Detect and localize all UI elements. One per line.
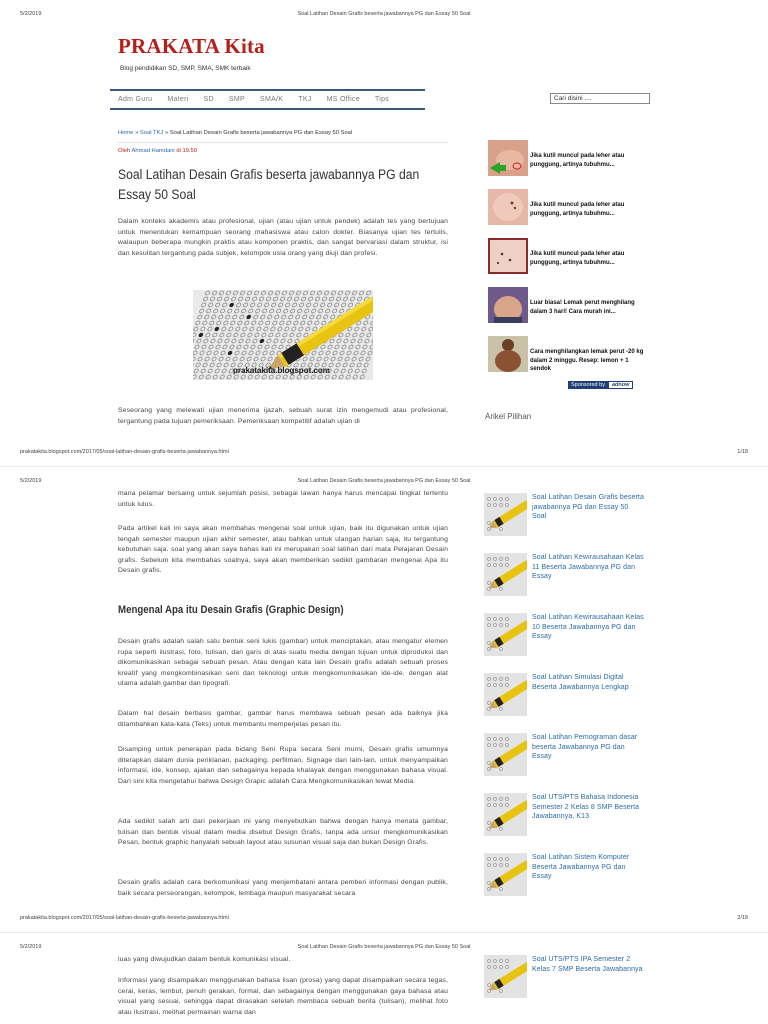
page-break <box>0 932 768 933</box>
ad-item[interactable] <box>488 238 643 276</box>
print-footer <box>0 912 768 924</box>
post-paragraph: Ada sedikit salah arti dari pekerjaan ini yang menyebutkan bahwa dengan hanya menata gambar, tulisan dan bentuk visual dalam media disebut Design Grafis, tanpa ada unsur mengkomunikasikan Pesan, bentuk graphic hanyalah sebuah layout atau susunan visual saja dan bukan Design Grafis. <box>118 818 448 846</box>
print-url: prakatakita.blogspot.com/2017/05/soal-latihan-desain-grafis-beserta-jawabannya.html <box>20 915 229 921</box>
related-article-item[interactable] <box>484 493 644 539</box>
breadcrumb-current: Soal Latihan Desain Grafis beserta jawabannya PG dan Essay 50 Soal <box>169 130 353 136</box>
ad-text[interactable]: Luar biasa! Lemak perut menghilang dalam 3 hari! Cara murah ini... <box>530 300 635 315</box>
related-article-link[interactable]: Soal UTS/PTS IPA Semester 2 Kelas 7 SMP Beserta Jawabannya <box>532 956 643 973</box>
sponsored-label: Sponsored by <box>568 381 608 389</box>
print-title: Soal Latihan Desain Grafis beserta jawabannya PG dan Essay 50 Soal <box>297 944 471 950</box>
nav-item-smak[interactable]: SMA/K <box>259 96 284 103</box>
post-time: di 19.50 <box>174 148 197 154</box>
post-paragraph: Desain grafis adalah salah satu bentuk seni lukis (gambar) untuk menciptakan, atau mengatur elemen rupa seperti ilustrasi, foto, tulisan, dan garis di atas suatu media dengan tujuan untuk diproduksi dan dikomunikasikan sebagai sebuah pesan. Atau dengan kata lain Desain grafis adalah sebuah proses kreatif yang mengkombinasikan seni dan teknologi untuk mengkomunikasikan ide-ide. dengan alat utama adalah gambar dan tipografi. <box>118 638 448 687</box>
site-description: Blog pendidikan SD, SMP, SMA, SMK terbaik <box>120 65 251 72</box>
sponsor-logo: adnow <box>608 381 633 389</box>
post-paragraph: Informasi yang disampaikan menggunakan bahasa lisan (prosa) yang dapat disampaikan secara tegas, cerai, keras, lembut, penuh gerakan, formal, dan sebagainya dengan menggunakan gaya bahasa atau visual yang sesuai, sehingga dapat dirasakan setelah membaca sebuah berita (tulisan), melihat foto atau ilustrasi, melihat permainan warna dan <box>118 977 448 1016</box>
related-article-link[interactable]: Soal Latihan Sistem Komputer Beserta Jawabannya PG dan Essay <box>532 854 630 880</box>
nav-item-sd[interactable]: SD <box>203 96 214 103</box>
post-title: Soal Latihan Desain Grafis beserta jawabannya PG dan Essay 50 Soal <box>118 167 420 202</box>
ad-text[interactable]: Jika kutil muncul pada leher atau punggung, artinya tubuhmu... <box>530 202 625 217</box>
related-article-link[interactable]: Soal Latihan Simulasi Digital Beserta Jawabannya Lengkap <box>532 674 629 691</box>
breadcrumb-separator: » <box>163 130 170 136</box>
article-thumbnail <box>484 673 527 716</box>
breadcrumb-home[interactable]: Home <box>118 130 134 136</box>
image-watermark: prakatakita.blogspot.com <box>233 366 330 375</box>
post-paragraph: Desain grafis adalah cara berkomunikasi yang menjembatani antara pemberi informasi dengan publik, baik secara perseorangan, kelompok, lembaga maupun masyarakat secara <box>118 879 448 897</box>
related-article-link[interactable]: Soal Latihan Desain Grafis beserta jawabannya PG dan Essay 50 Soal <box>532 494 644 520</box>
ad-thumbnail <box>488 287 528 323</box>
related-article-link[interactable]: Soal Latihan Pemograman dasar beserta Jawabannya PG dan Essay <box>532 734 638 760</box>
post-paragraph: Seseorang yang melewati ujian menerima ijazah, sebuah surat izin mengemudi atau profesional, tergantung pada tujuan pemeriksaan. Pemeriksaan kompetitif adalah ujian di <box>118 407 448 425</box>
print-title: Soal Latihan Desain Grafis beserta jawabannya PG dan Essay 50 Soal <box>297 478 471 484</box>
post-paragraph: mana pelamar bersaing untuk sejumlah posisi, sebagai lawan hanya harus mencapai tingkat tertentu untuk lulus. <box>118 490 448 508</box>
print-url: prakatakita.blogspot.com/2017/05/soal-latihan-desain-grafis-beserta-jawabannya.html <box>20 449 229 455</box>
related-article-item[interactable] <box>484 955 644 1001</box>
post-image <box>193 290 373 380</box>
section-heading: Mengenal Apa itu Desain Grafis (Graphic Design) <box>118 604 344 616</box>
post-intro: Dalam konteks akademis atau profesional, ujian (atau ujian untuk pendek) adalah tes yang bertujuan untuk menentukan kemampuan seorang mahasiswa atau calon dokter. Biasanya ujian tes tertulis, walaupun beberapa mungkin praktis atau komponen praktis, dan sangat bervariasi dalam struktur, isi dan kesulitan tergantung pada subjek, kelompok usia orang yang diuji dan profesi. <box>118 218 448 257</box>
ad-item[interactable] <box>488 189 643 227</box>
nav-item-tkj[interactable]: TKJ <box>298 96 312 103</box>
site-title[interactable]: PRAKATA Kita <box>118 34 265 58</box>
related-article-item[interactable] <box>484 613 644 659</box>
nav-item-ms-office[interactable]: MS Office <box>326 96 360 103</box>
article-thumbnail <box>484 553 527 596</box>
ad-thumbnail <box>488 238 528 274</box>
breadcrumb-separator: » <box>133 130 140 136</box>
post-paragraph: luas yang diwujudkan dalam bentuk komunikasi visual. <box>118 956 291 963</box>
related-article-link[interactable]: Soal Latihan Kewirausahaan Kelas 11 Beserta Jawabannya PG dan Essay <box>532 554 644 580</box>
print-title: Soal Latihan Desain Grafis beserta jawabannya PG dan Essay 50 Soal <box>297 11 471 17</box>
ad-item[interactable] <box>488 140 643 178</box>
post-paragraph: Pada artikel kali ini saya akan membahas mengenai soal untuk ujian, baik itu digunakan untuk ujian tengah semester maupun ujian akhir semester, atau bahkan untuk ulangan harian saja, itu tergantung kebutuhan saja. soal yang akan saya bahas kali ini merupakan soal latihan dari mata Pelajaran Desain grafis. Sebelum kita membahas soalnya, saya akan memberikan sedikit gambaran mengenai Apa itu Desain grafis. <box>118 525 448 574</box>
related-article-item[interactable] <box>484 853 644 899</box>
article-thumbnail <box>484 853 527 896</box>
author-link[interactable]: Ahmad Hamdani <box>131 148 175 154</box>
related-article-link[interactable]: Soal Latihan Kewirausahaan Kelas 10 Beserta Jawabannya PG dan Essay <box>532 614 644 640</box>
post-paragraph: Dalam hal desain berbasis gambar, gambar harus membawa sebuah pesan ada baiknya jika ditambahkan kata-kata (Teks) untuk membantu memperjelas pesan itu. <box>118 710 448 728</box>
ad-text[interactable]: Jika kutil muncul pada leher atau punggung, artinya tubuhmu... <box>530 251 625 266</box>
article-thumbnail <box>484 613 527 656</box>
print-page-number: 1/18 <box>737 449 748 455</box>
article-thumbnail <box>484 733 527 776</box>
sidebar-heading: Arikel Pilihan <box>485 412 532 421</box>
post-paragraph: Disamping untuk penerapan pada bidang Seni Rupa secara Seni murni, Desain grafis umumnya diterapkan dalam dunia periklanan, packaging, perfilman, Signage dan lain-lain, untuk menyampaikan informasi, ide, konsep, ajakan dan sebagainya kepada khalayak dengan menggunakan bahasa visual. Dari sini kita mengetahui bahwa Design Grapic adalah Cara Mengkomunikasikan lewat Media. <box>118 746 448 785</box>
divider <box>118 142 448 143</box>
page-break <box>0 466 768 467</box>
article-thumbnail <box>484 493 527 536</box>
print-footer <box>0 446 768 458</box>
print-page-number: 2/18 <box>737 915 748 921</box>
print-header <box>0 475 768 487</box>
article-thumbnail <box>484 955 527 998</box>
breadcrumb-category[interactable]: Soal TKJ <box>139 130 164 136</box>
ad-thumbnail <box>488 140 528 176</box>
nav-item-materi[interactable]: Materi <box>167 96 189 103</box>
print-date: 5/2/2019 <box>20 478 42 484</box>
ad-item[interactable] <box>488 287 643 325</box>
ad-item[interactable] <box>488 336 643 374</box>
search-input[interactable]: Cari disini .... <box>550 93 650 104</box>
main-nav <box>110 89 425 110</box>
related-article-item[interactable] <box>484 553 644 599</box>
related-article-item[interactable] <box>484 793 644 839</box>
related-article-link[interactable]: Soal UTS/PTS Bahasa Indonesia Semester 2 Kelas 8 SMP Beserta Jawabannya, K13 <box>532 794 640 820</box>
ad-text[interactable]: Jika kutil muncul pada leher atau punggung, artinya tubuhmu... <box>530 153 625 168</box>
nav-item-tips[interactable]: Tips <box>374 96 390 103</box>
print-header <box>0 8 768 20</box>
print-date: 5/2/2019 <box>20 11 42 17</box>
ad-thumbnail <box>488 336 528 372</box>
ad-thumbnail <box>488 189 528 225</box>
nav-item-smp[interactable]: SMP <box>228 96 245 103</box>
byline-prefix: Oleh <box>118 148 132 154</box>
byline <box>118 148 197 154</box>
breadcrumb <box>118 130 352 136</box>
related-article-item[interactable] <box>484 673 644 719</box>
print-header <box>0 941 768 953</box>
article-thumbnail <box>484 793 527 836</box>
ad-text[interactable]: Cara menghilangkan lemak perut -20 kg dalam 2 minggu. Resep: lemon + 1 sendok <box>530 349 644 372</box>
nav-item-adm-guru[interactable]: Adm Guru <box>118 96 153 103</box>
print-date: 5/2/2019 <box>20 944 42 950</box>
sponsored-badge[interactable] <box>568 380 633 389</box>
related-article-item[interactable] <box>484 733 644 779</box>
